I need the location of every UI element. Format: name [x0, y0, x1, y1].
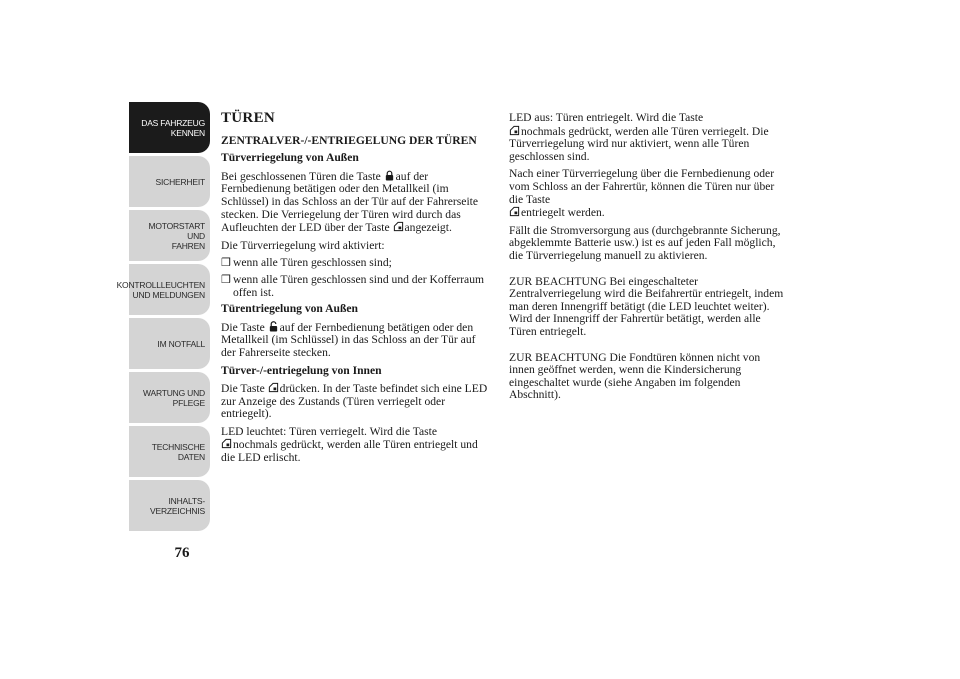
text: drücken. In der Taste befindet sich eine LED zur Anzeige des Zustands (Türen verriegelt oder entriegelt). — [221, 382, 488, 421]
paragraph-power-failure: Fällt die Stromversorgung aus (durchgebrannte Sicherung, abgeklemmte Batterie usw.) ist es auf jeden Fall möglich, die Türverriegelung manuell zu aktivieren. — [509, 223, 781, 262]
door-lock-button-icon — [268, 382, 279, 393]
text: auf der Fernbedienung betätigen oder den Metallkeil (im Schlüssel) in das Schloss an der Tür auf der Fahrerseite stecken. — [221, 320, 476, 359]
paragraph-outside-lock — [221, 170, 493, 235]
padlock-closed-icon — [384, 170, 395, 181]
note-2: ZUR BEACHTUNG Die Fondtüren können nicht von innen geöffnet werden, wenn die Kindersicherung eingeschaltet wurde (siehe Angaben im folgenden Abschnitt). — [509, 350, 761, 402]
tab-inhaltsverzeichnis[interactable]: INHALTS- VERZEICHNIS — [129, 480, 210, 531]
page-title: TÜREN — [221, 110, 276, 126]
paragraph-led-on — [221, 426, 493, 465]
note-1: ZUR BEACHTUNG Bei eingeschalteter Zentralverriegelung wird die Beifahrertür entriegelt, indem man deren Innengriff betätigt (die LED leuchtet weiter). Wird der Innengriff der Fahrertür betätigt, werden alle Türen entriegelt. — [509, 274, 784, 338]
paragraph-outside-unlock — [221, 321, 493, 360]
list-item-text: wenn alle Türen geschlossen sind; — [233, 256, 392, 270]
text: entriegelt werden. — [521, 206, 605, 220]
paragraph-led-off — [509, 112, 785, 163]
tab-motorstart-und-fahren[interactable]: MOTORSTART UND FAHREN — [129, 210, 210, 261]
tab-das-fahrzeug-kennen[interactable]: DAS FAHRZEUG KENNEN — [129, 102, 210, 153]
text: auf der Fernbedienung betätigen oder den Metallkeil (im Schlüssel) in das Schloss an der Tür auf der Fahrerseite stecken. Die Verriegelung der Türen wird durch das Aufleuchten der LED über der Taste — [221, 169, 479, 235]
text: LED aus: Türen entriegelt. Wird die Taste — [509, 111, 704, 124]
heading-outside-lock: Türverriegelung von Außen — [221, 151, 359, 165]
chapter-tabs — [116, 102, 210, 534]
tab-kontrollleuchten[interactable]: KONTROLLLEUCHTEN UND MELDUNGEN — [129, 264, 210, 315]
list-item — [221, 274, 493, 299]
column-left — [221, 112, 493, 470]
text: angezeigt. — [404, 221, 452, 235]
tab-im-notfall[interactable]: IM NOTFALL — [129, 318, 210, 369]
tab-wartung-und-pflege[interactable]: WARTUNG UND PFLEGE — [129, 372, 210, 423]
text: nochmals gedrückt, werden alle Türen verriegelt. Die Türverriegelung wird nur aktiviert, wenn alle Türen geschlossen sind. — [509, 124, 769, 163]
list-item — [221, 257, 493, 270]
tab-technische-daten[interactable]: TECHNISCHE DATEN — [129, 426, 210, 477]
page-number: 76 — [174, 545, 190, 561]
text: Die Taste — [221, 382, 265, 396]
door-lock-button-icon — [509, 125, 520, 136]
heading-outside-unlock: Türentriegelung von Außen — [221, 302, 359, 316]
heading-inside: Türver-/-entriegelung von Innen — [221, 363, 382, 377]
text: Die Taste — [221, 320, 265, 334]
paragraph-inside — [221, 382, 493, 421]
paragraph-after-lock — [509, 168, 785, 219]
padlock-open-icon — [268, 321, 279, 332]
door-lock-button-icon — [393, 221, 404, 232]
list-item-text: wenn alle Türen geschlossen sind und der Kofferraum offen ist. — [233, 272, 485, 299]
checkbox-bullet-icon: ❒ — [221, 257, 231, 270]
section-heading: ZENTRALVER-/-ENTRIEGELUNG DER TÜREN — [221, 133, 477, 147]
paragraph-activated: Die Türverriegelung wird aktiviert: — [221, 238, 385, 252]
text: Bei geschlossenen Türen die Taste — [221, 169, 381, 183]
column-right — [509, 112, 785, 407]
tab-sicherheit[interactable]: SICHERHEIT — [129, 156, 210, 207]
text: Nach einer Türverriegelung über die Fernbedienung oder vom Schloss an der Fahrertür, können die Türen nur über die Taste — [509, 167, 775, 206]
text: LED leuchtet: Türen verriegelt. Wird die Taste — [221, 424, 438, 438]
text: nochmals gedrückt, werden alle Türen entriegelt und die LED erlischt. — [221, 438, 478, 465]
door-lock-button-icon — [509, 206, 520, 217]
door-lock-button-icon — [221, 438, 232, 449]
checkbox-bullet-icon: ❒ — [221, 273, 231, 286]
